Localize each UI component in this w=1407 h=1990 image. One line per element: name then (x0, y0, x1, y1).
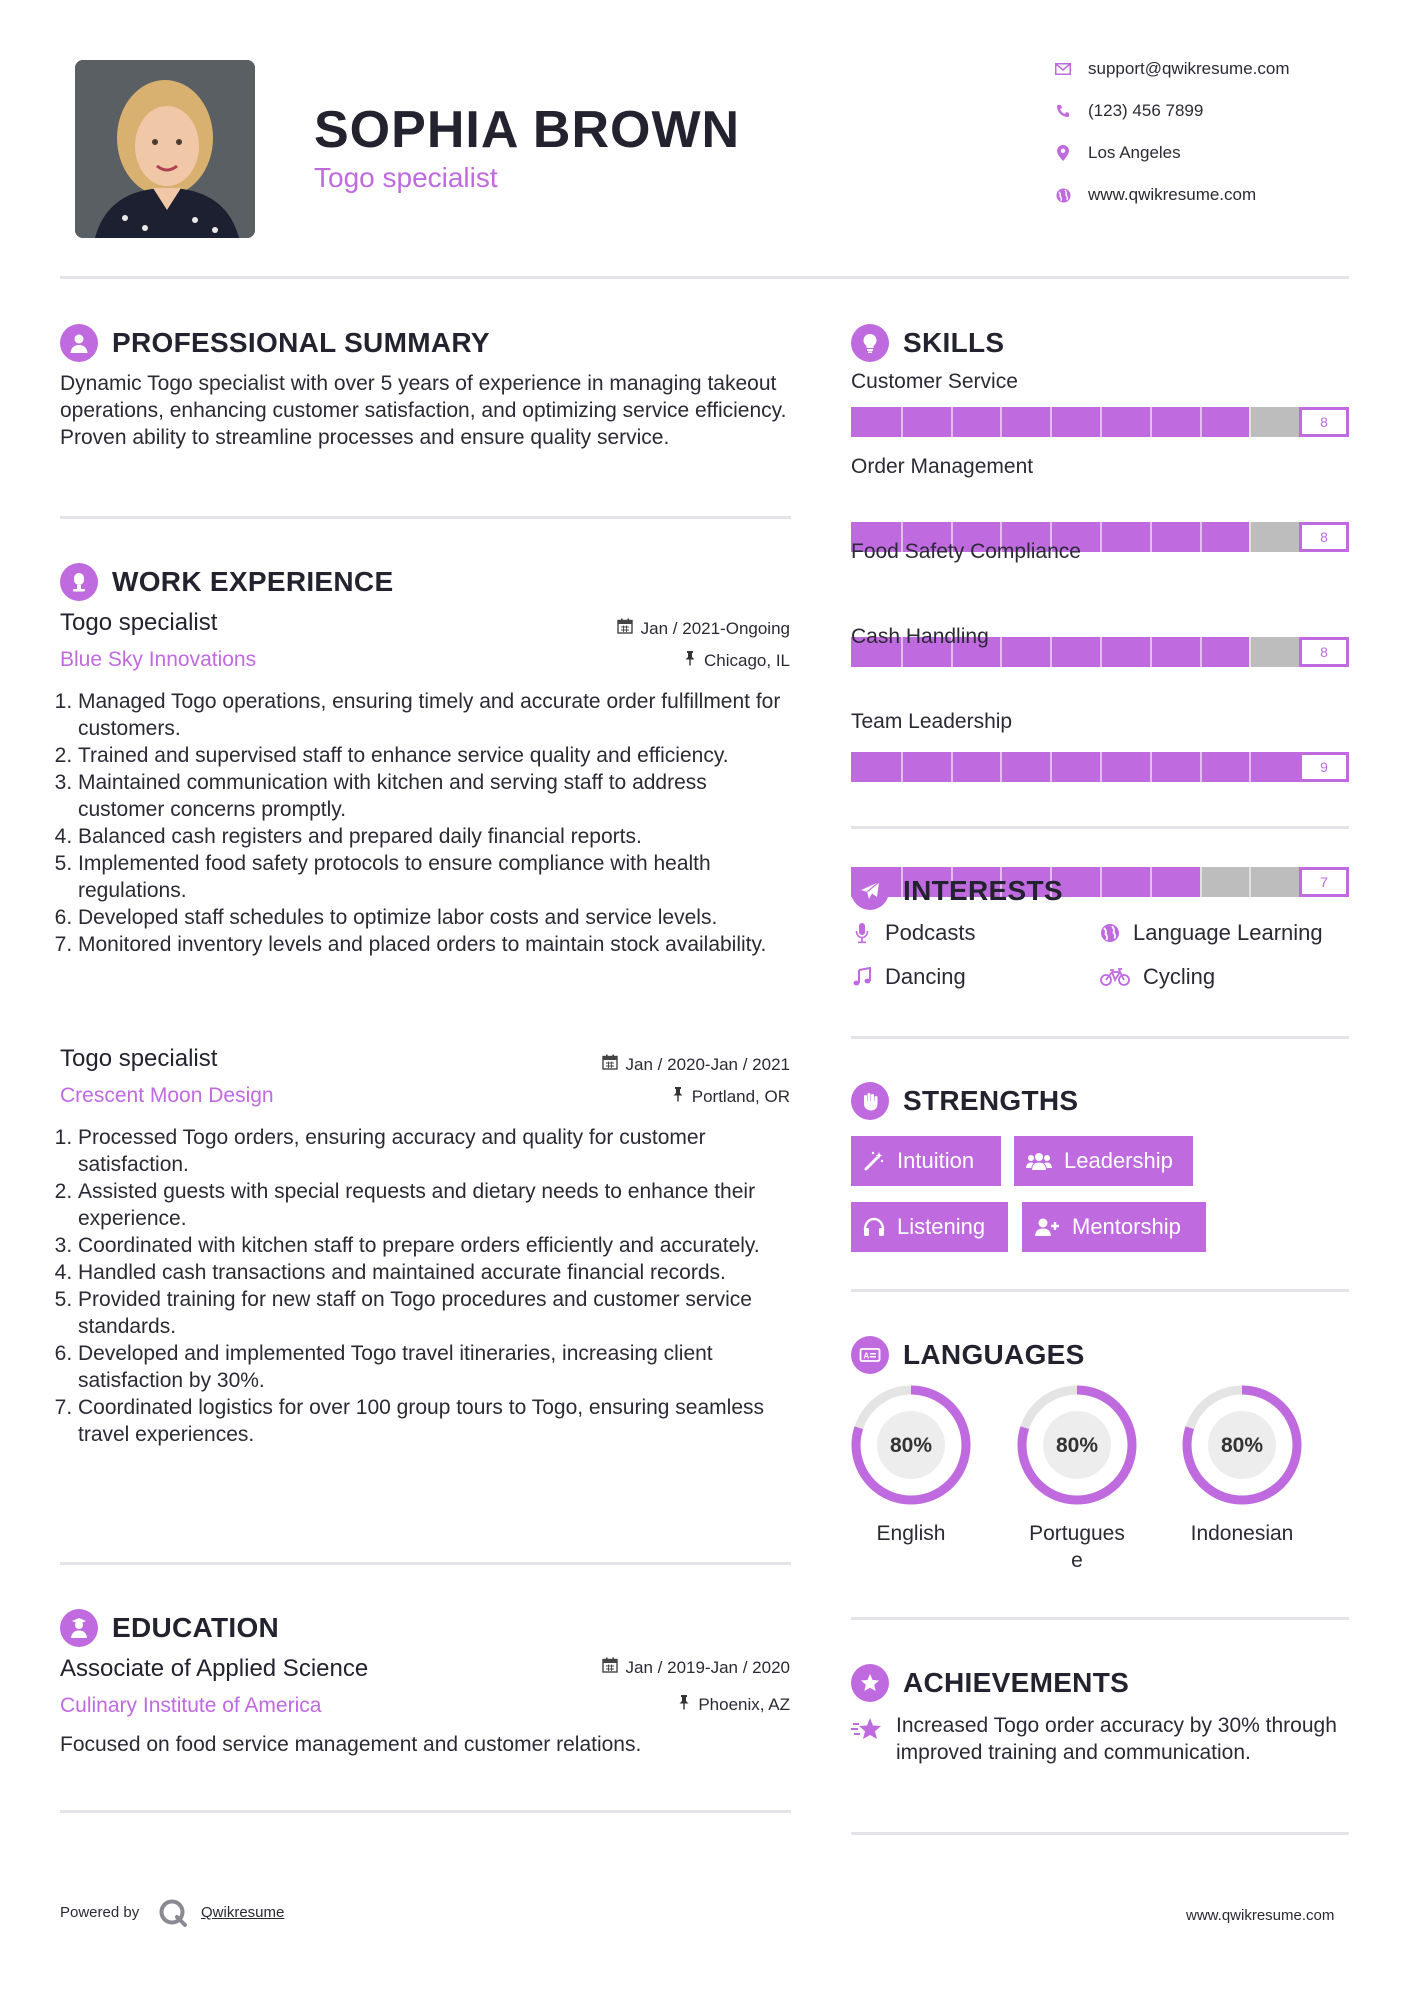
interest-language-learning (1099, 918, 1323, 948)
envelope-icon (1050, 63, 1076, 75)
achievements-title: ACHIEVEMENTS (903, 1667, 1130, 1698)
education-description: Focused on food service management and customer relations. (60, 1733, 642, 1756)
header-divider (60, 276, 1349, 279)
education-school: Culinary Institute of America (60, 1694, 322, 1717)
candidate-name: SOPHIA BROWN (314, 101, 741, 159)
education-location-text: Phoenix, AZ (698, 1694, 790, 1714)
language-item (849, 1383, 973, 1547)
list-item: 1. Managed Togo operations, ensuring timely and accurate order fulfillment for customers. (78, 688, 795, 742)
skill-bar-segment (1200, 407, 1202, 437)
list-item: 1. Processed Togo orders, ensuring accuracy and quality for customer satisfaction. (78, 1124, 795, 1178)
list-item: 5. Implemented food safety protocols to ensure compliance with health regulations. (78, 850, 795, 904)
strengths-title: STRENGTHS (903, 1085, 1079, 1116)
skill-bar-segment (1050, 637, 1052, 667)
education-dates-text: Jan / 2019-Jan / 2020 (625, 1657, 790, 1677)
strength-label: Intuition (897, 1148, 975, 1173)
globe-icon (1099, 923, 1121, 943)
skill-bar-segment (1150, 752, 1152, 782)
skill-bar-segment (1000, 752, 1002, 782)
skill-bar-segment (1100, 407, 1102, 437)
skill-score: 7 (1299, 867, 1349, 897)
headphones-icon (863, 1217, 885, 1237)
summary-text: Dynamic Togo specialist with over 5 years of experience in managing takeout operations, enhancing customer satisfaction, and optimizing service efficiency. Proven ability to streamline processes and ensure quality service. (60, 372, 787, 449)
language-label: Indonesian (1190, 1522, 1294, 1545)
music-note-icon (851, 967, 873, 987)
strength-label: Mentorship (1072, 1214, 1181, 1239)
interest-label: Dancing (885, 964, 966, 989)
skill-bar-segment (1100, 637, 1102, 667)
list-item: 7. Monitored inventory levels and placed orders to maintain stock availability. (78, 931, 795, 958)
strength-label: Listening (897, 1214, 986, 1239)
skill-bar-fill (851, 752, 1299, 782)
footer-brand-link[interactable]: Qwikresume (201, 1904, 285, 1921)
job-1-company: Blue Sky Innovations (60, 648, 257, 671)
languages-heading (851, 1335, 1085, 1375)
language-item (1015, 1383, 1139, 1574)
language-label: English (876, 1522, 946, 1545)
job-1-dates (470, 618, 790, 639)
calendar-icon (602, 1657, 618, 1678)
languages-title: LANGUAGES (903, 1339, 1085, 1370)
skills-divider (851, 826, 1349, 829)
job-2-duties (60, 1124, 795, 1448)
skill-bar-segment (1050, 752, 1052, 782)
skill-bar-segment (1000, 407, 1002, 437)
interests-title: INTERESTS (903, 875, 1063, 906)
skill-bar-segment (1200, 522, 1202, 552)
skill-bar-segment (1249, 522, 1251, 552)
contact-location-text: Los Angeles (1088, 143, 1181, 162)
language-ring (1015, 1383, 1139, 1507)
calendar-icon (602, 1054, 618, 1075)
phone-icon (1050, 104, 1076, 118)
skill-bar-segment (1249, 867, 1251, 897)
qwikresume-logo-icon (158, 1898, 188, 1933)
profile-photo (75, 60, 255, 238)
education-heading (60, 1608, 279, 1648)
summary-heading (60, 323, 490, 363)
summary-title: PROFESSIONAL SUMMARY (112, 327, 490, 358)
strength-listening (851, 1202, 1008, 1252)
calendar-icon (617, 618, 633, 639)
skill-bar (851, 752, 1349, 782)
language-item (1180, 1383, 1304, 1547)
job-2-company: Crescent Moon Design (60, 1084, 274, 1107)
interest-podcasts (851, 918, 976, 948)
skill-bar-segment (1000, 637, 1002, 667)
list-item: 3. Maintained communication with kitchen and serving staff to address customer concerns promptly. (78, 769, 795, 823)
skill-bar-segment (901, 752, 903, 782)
job-1-title: Togo specialist (60, 609, 218, 636)
users-icon (1026, 1151, 1052, 1171)
language-percent: 80% (1055, 1434, 1099, 1457)
contact-website[interactable] (1050, 180, 1370, 210)
interest-label: Cycling (1143, 964, 1216, 989)
skill-bar-segment (951, 752, 953, 782)
job-1-dates-text: Jan / 2021-Ongoing (640, 618, 790, 638)
skill-bar-segment (1200, 752, 1202, 782)
language-ring (849, 1383, 973, 1507)
job-2-dates (470, 1054, 790, 1075)
job-1-duties (60, 688, 795, 958)
skill-score: 8 (1299, 407, 1349, 437)
skill-score: 8 (1299, 522, 1349, 552)
skill-bar-segment (1150, 867, 1152, 897)
paper-plane-icon (851, 872, 889, 910)
skill-label: Food Safety Compliance (851, 540, 1081, 563)
strength-label: Leadership (1064, 1148, 1173, 1173)
summary-divider (60, 516, 791, 519)
skill-bar-segment (1100, 522, 1102, 552)
strength-intuition (851, 1136, 1001, 1186)
skill-bar-segment (1050, 407, 1052, 437)
skill-bar-segment (1150, 407, 1152, 437)
list-item: 6. Developed and implemented Togo travel itineraries, increasing client satisfaction by 30%. (78, 1340, 795, 1394)
interest-label: Podcasts (885, 920, 976, 945)
experience-divider (60, 1562, 791, 1565)
footer-website[interactable]: www.qwikresume.com (1186, 1907, 1335, 1924)
list-item: 2. Assisted guests with special requests and dietary needs to enhance their experience. (78, 1178, 795, 1232)
skill-score: 9 (1299, 752, 1349, 782)
achievements-heading (851, 1663, 1129, 1703)
footer-powered-by: Powered by (60, 1904, 140, 1921)
graduate-icon (60, 1609, 98, 1647)
education-title: EDUCATION (112, 1612, 280, 1643)
user-plus-icon (1034, 1217, 1060, 1237)
skill-bar-segment (1249, 637, 1251, 667)
list-item: 4. Balanced cash registers and prepared daily financial reports. (78, 823, 795, 850)
strength-mentorship (1022, 1202, 1206, 1252)
job-1-location-text: Chicago, IL (704, 650, 790, 670)
interest-dancing (851, 962, 966, 992)
contact-phone[interactable] (1050, 96, 1370, 126)
education-dates (470, 1657, 790, 1678)
contact-location (1050, 138, 1370, 168)
pin-icon (684, 650, 696, 671)
list-item: 5. Provided training for new staff on Togo procedures and customer service standards. (78, 1286, 795, 1340)
list-item: 6. Developed staff schedules to optimize labor costs and service levels. (78, 904, 795, 931)
education-degree: Associate of Applied Science (60, 1655, 369, 1682)
interests-divider (851, 1036, 1349, 1039)
skill-label: Cash Handling (851, 625, 989, 648)
achievement-star-icon (851, 1716, 885, 1749)
skill-bar-segment (901, 407, 903, 437)
list-item: 7. Coordinated logistics for over 100 group tours to Togo, ensuring seamless travel experiences. (78, 1394, 795, 1448)
strengths-heading (851, 1081, 1078, 1121)
skill-label: Team Leadership (851, 710, 1013, 733)
interests-heading (851, 871, 1063, 911)
skill-bar-segment (1249, 752, 1251, 782)
skill-bar (851, 407, 1349, 437)
education-divider (60, 1810, 791, 1813)
briefcase-icon (60, 563, 98, 601)
interest-label: Language Learning (1133, 920, 1323, 945)
skills-title: SKILLS (903, 327, 1005, 358)
hand-icon (851, 1082, 889, 1120)
contact-website-text: www.qwikresume.com (1088, 185, 1257, 204)
user-icon (60, 324, 98, 362)
interest-cycling (1099, 962, 1215, 992)
skills-heading (851, 323, 1004, 363)
contact-phone-text: (123) 456 7899 (1088, 101, 1204, 120)
experience-title: WORK EXPERIENCE (112, 566, 394, 597)
map-pin-icon (1050, 145, 1076, 161)
skill-bar-segment (1100, 752, 1102, 782)
skill-bar-segment (1249, 407, 1251, 437)
job-2-dates-text: Jan / 2020-Jan / 2021 (625, 1054, 790, 1074)
job-2-title: Togo specialist (60, 1045, 218, 1072)
language-ring (1180, 1383, 1304, 1507)
contact-email[interactable] (1050, 54, 1370, 84)
skill-bar-segment (1200, 867, 1202, 897)
globe-icon (1050, 188, 1076, 203)
microphone-icon (851, 922, 873, 944)
bicycle-icon (1099, 968, 1131, 986)
languages-divider (851, 1617, 1349, 1620)
skill-label: Customer Service (851, 370, 1018, 393)
job-2-location (470, 1086, 790, 1107)
lightbulb-icon (851, 324, 889, 362)
skill-bar-segment (1150, 522, 1152, 552)
language-card-icon (851, 1336, 889, 1374)
skill-label: Order Management (851, 455, 1034, 478)
education-location (470, 1694, 790, 1715)
skill-score: 8 (1299, 637, 1349, 667)
contact-email-text: support@qwikresume.com (1088, 59, 1290, 78)
skill-bar-segment (951, 407, 953, 437)
achievement-text: Increased Togo order accuracy by 30% through improved training and communication. (896, 1714, 1337, 1764)
svg-text:A: A (863, 1351, 870, 1361)
magic-wand-icon (863, 1150, 885, 1172)
language-percent: 80% (889, 1434, 933, 1457)
skill-bar-segment (1200, 637, 1202, 667)
language-percent: 80% (1220, 1434, 1264, 1457)
job-1-location (470, 650, 790, 671)
job-2-location-text: Portland, OR (691, 1086, 790, 1106)
list-item: 3. Coordinated with kitchen staff to prepare orders efficiently and accurately. (78, 1232, 795, 1259)
achievements-divider (851, 1832, 1349, 1835)
strength-leadership (1014, 1136, 1193, 1186)
pin-icon (678, 1694, 690, 1715)
list-item: 2. Trained and supervised staff to enhance service quality and efficiency. (78, 742, 795, 769)
star-badge-icon (851, 1664, 889, 1702)
language-label: Portugues e (1029, 1522, 1125, 1572)
candidate-title: Togo specialist (314, 162, 498, 193)
skill-bar-segment (1150, 637, 1152, 667)
pin-icon (672, 1086, 684, 1107)
list-item: 4. Handled cash transactions and maintained accurate financial records. (78, 1259, 795, 1286)
skill-bar-segment (1100, 867, 1102, 897)
experience-heading (60, 562, 393, 602)
strengths-divider (851, 1289, 1349, 1292)
